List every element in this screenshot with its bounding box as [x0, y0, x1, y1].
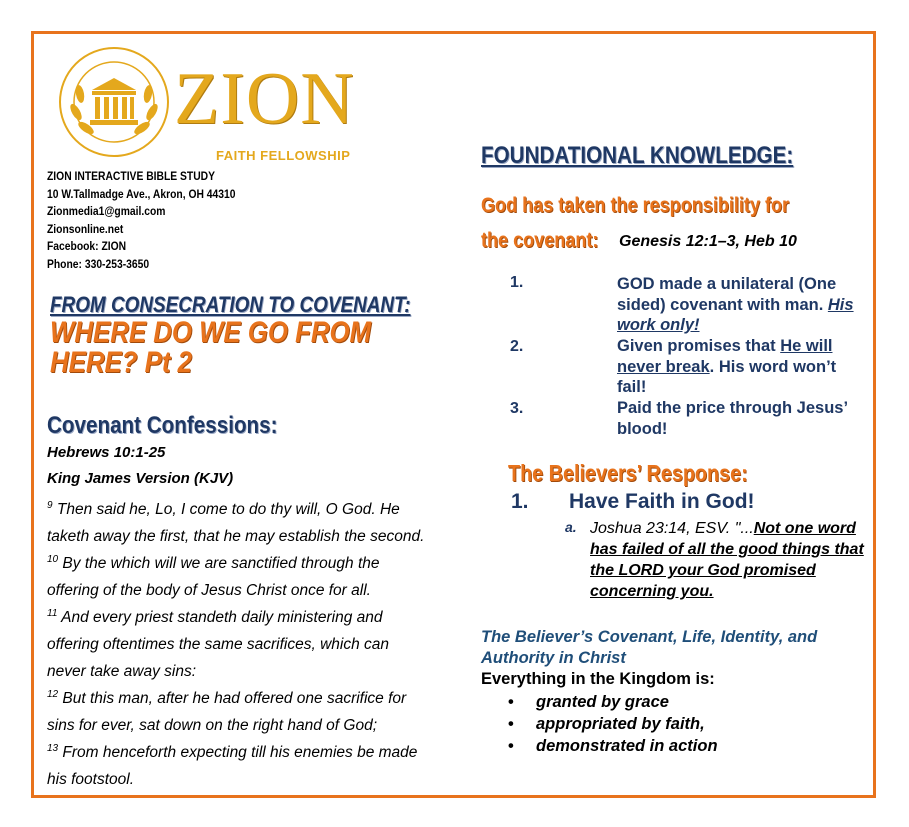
verse: $^9$ Then said he, Lo, I come to do thy will, O God. He taketh away the first, that he may establish the second. [47, 500, 425, 545]
scripture-reference: Hebrews 10:1-25 [47, 444, 166, 461]
bulletin-page [31, 31, 876, 798]
contact-facebook: Facebook: ZION [47, 239, 127, 253]
have-faith-text: Have Faith in God! [569, 490, 755, 513]
heading-the-covenant: the covenant: [481, 229, 599, 252]
heading-believer-covenant: The Believer’s Covenant, Life, Identity, and Authority in Christ [481, 628, 818, 667]
list-item: • appropriated by faith, [508, 715, 705, 733]
verse: $^{11}$ And every priest standeth daily ministering and offering oftentimes the same sacrifices, which can never take away sins: [47, 608, 390, 680]
zion-logo [54, 40, 394, 168]
contact-website[interactable]: Zionsonline.net [47, 221, 124, 236]
list-item: • granted by grace [508, 693, 669, 711]
genesis-reference: Genesis 12:1–3, Heb 10 [619, 233, 797, 250]
contact-email[interactable]: Zionmedia1@gmail.com [47, 204, 166, 218]
verse-list [47, 496, 427, 793]
point-number: 3. [510, 400, 524, 417]
point-item: Paid the price through Jesus’ blood! [617, 399, 848, 438]
contact-block [47, 168, 331, 273]
joshua-quote: Joshua 23:14, ESV. "...Not one word has failed of all the good things that the LORD your God promised concerning you. [590, 520, 864, 600]
heading-god-responsibility: God has taken the responsibility for [481, 194, 790, 217]
heading-foundational-knowledge: FOUNDATIONAL KNOWLEDGE: [481, 142, 794, 169]
verse: $^{12}$ But this man, after he had offered one sacrifice for sins for ever, sat down on the right hand of God; [47, 689, 407, 734]
everything-in-kingdom: Everything in the Kingdom is: [481, 670, 715, 688]
bible-version: King James Version (KJV) [47, 470, 234, 487]
point-item: GOD made a unilateral (One sided) covenant with man. His work only! [617, 275, 854, 334]
point-number: 1. [510, 274, 524, 291]
point-number: 2. [510, 338, 524, 355]
verse: $^{10}$ By the which will we are sanctified through the offering of the body of Jesus Christ once for all. [47, 554, 380, 599]
heading-where-do-we-go: WHERE DO WE GO FROM HERE? Pt 2 [50, 316, 372, 379]
zion-wordmark: ZION [174, 58, 355, 140]
heading-believers-response: The Believers’ Response: [508, 460, 748, 486]
heading-consecration: FROM CONSECRATION TO COVENANT: [50, 292, 411, 317]
contact-title: ZION INTERACTIVE BIBLE STUDY [47, 169, 215, 183]
heading-covenant-confessions: Covenant Confessions: [47, 412, 278, 439]
logo-subtitle: FAITH FELLOWSHIP [216, 148, 351, 163]
contact-phone: Phone: 330-253-3650 [47, 256, 150, 271]
point-item: Given promises that He will never break. His word won’t fail! [617, 337, 837, 396]
faith-number: 1. [511, 490, 529, 513]
verse: $^{13}$ From henceforth expecting till his enemies be made his footstool. [47, 743, 418, 788]
list-item: • demonstrated in action [508, 737, 718, 755]
sub-letter: a. [565, 519, 577, 535]
church-seal-icon [54, 42, 174, 162]
contact-address: 10 W.Tallmadge Ave., Akron, OH 44310 [47, 186, 236, 201]
